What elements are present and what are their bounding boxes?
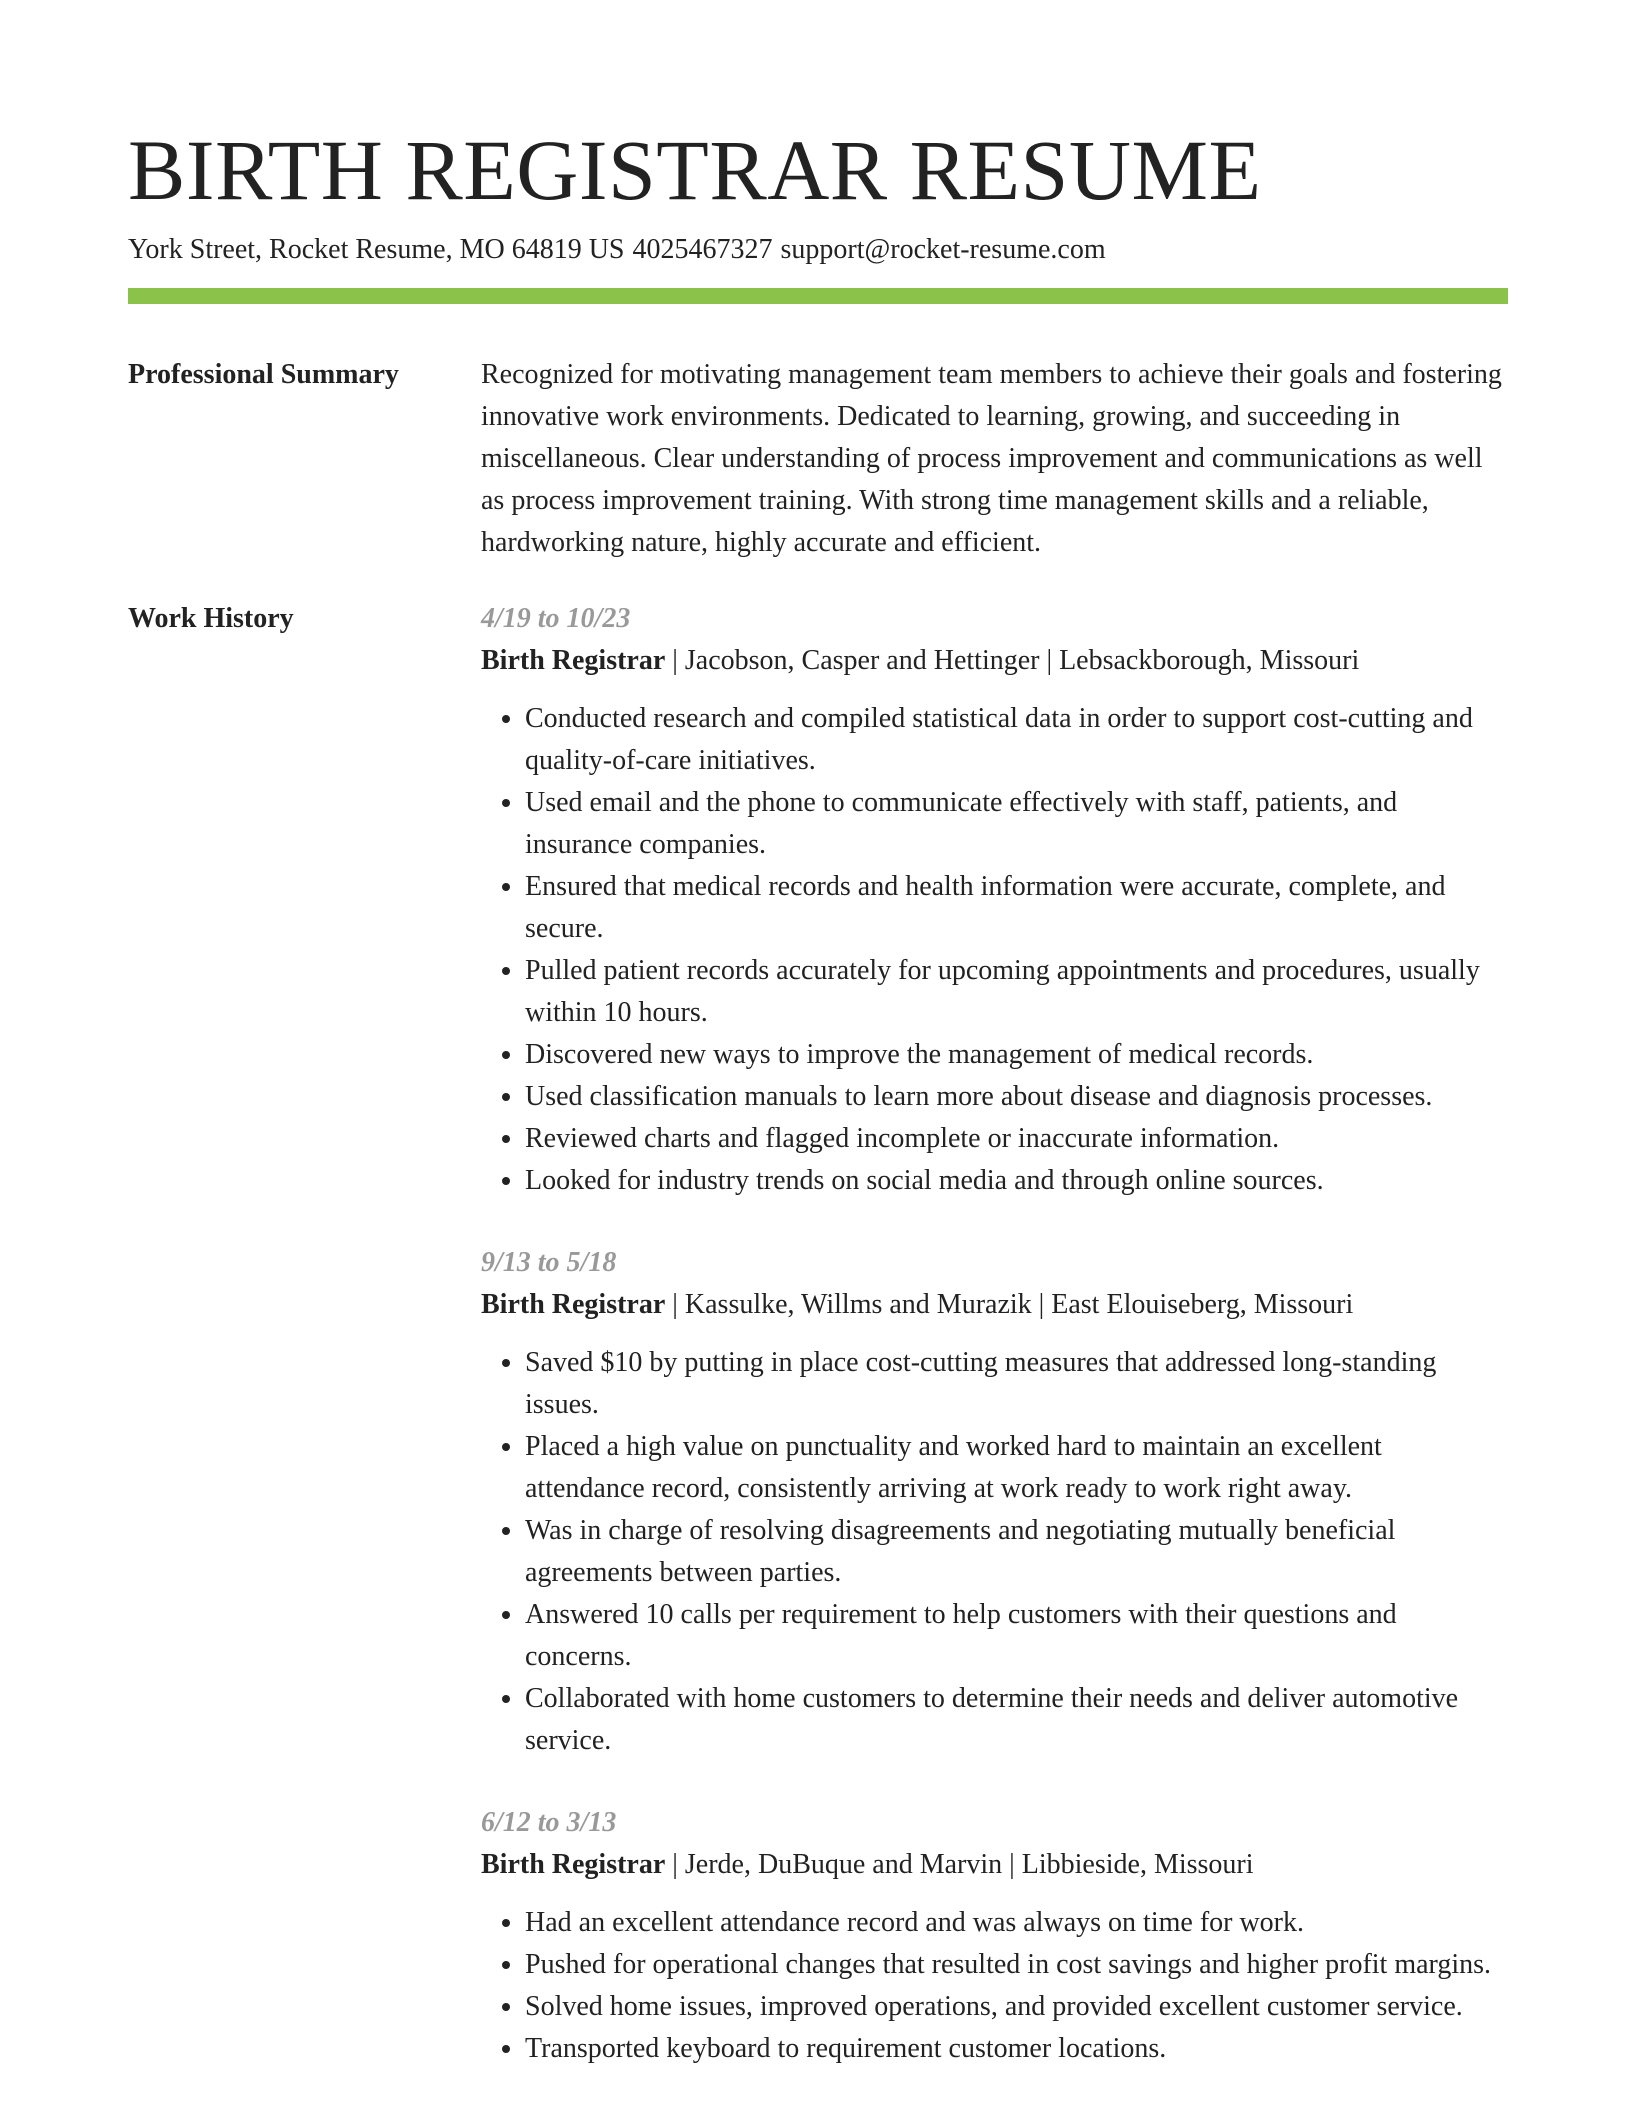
job-bullet: • Answered 10 calls per requirement to help customers with their questions and concerns. [525,1594,1508,1678]
job-details: | Jerde, DuBuque and Marvin | Libbieside, Missouri [665,1849,1254,1880]
professional-summary-section [128,354,1508,564]
job-bullet: • Used classification manuals to learn more about disease and diagnosis processes. [525,1076,1508,1118]
job-bullets [481,698,1508,1202]
summary-body [481,354,1508,564]
job-bullet: • Looked for industry trends on social media and through online sources. [525,1160,1508,1202]
job-title: Birth Registrar [481,1849,666,1880]
section-title-work-history: Work History [128,603,294,634]
job-bullet: • Transported keyboard to requirement customer locations. [525,2028,1508,2070]
job-details: | Kassulke, Willms and Murazik | East Elouiseberg, Missouri [665,1289,1354,1320]
job-bullet: • Reviewed charts and flagged incomplete or inaccurate information. [525,1118,1508,1160]
job-dates: 4/19 to 10/23 [481,603,631,634]
resume-page [128,120,1508,2110]
jobs-list [481,598,1508,2110]
job-bullet: • Placed a high value on punctuality and worked hard to maintain an excellent attendance record, consistently arriving at work ready to work right away. [525,1426,1508,1510]
job-dates: 9/13 to 5/18 [481,1247,617,1278]
job-title: Birth Registrar [481,1289,666,1320]
job-bullet: • Ensured that medical records and health information were accurate, complete, and secure. [525,866,1508,950]
job-dates: 6/12 to 3/13 [481,1807,617,1838]
job-entry [481,598,1508,1202]
contact-address: York Street, Rocket Resume, MO 64819 US [128,234,625,265]
accent-divider [128,288,1508,304]
job-bullet: • Solved home issues, improved operations, and provided excellent customer service. [525,1986,1508,2028]
job-bullet: • Was in charge of resolving disagreements and negotiating mutually beneficial agreements between parties. [525,1510,1508,1594]
job-entry [481,1242,1508,1762]
job-bullets [481,1902,1508,2070]
job-bullet: • Pulled patient records accurately for upcoming appointments and procedures, usually within 10 hours. [525,950,1508,1034]
job-heading [481,640,1508,682]
job-bullet: • Used email and the phone to communicate effectively with staff, patients, and insurance companies. [525,782,1508,866]
contact-email: support@rocket-resume.com [780,234,1106,265]
job-heading [481,1844,1508,1886]
job-bullet: • Saved $10 by putting in place cost-cutting measures that addressed long-standing issues. [525,1342,1508,1426]
job-details: | Jacobson, Casper and Hettinger | Lebsackborough, Missouri [665,645,1360,676]
job-bullet: • Conducted research and compiled statistical data in order to support cost-cutting and quality-of-care initiatives. [525,698,1508,782]
job-heading [481,1284,1508,1326]
job-entry [481,1802,1508,2070]
job-bullet: • Collaborated with home customers to determine their needs and deliver automotive service. [525,1678,1508,1762]
contact-line [128,232,1508,268]
work-history-section [128,598,1508,2110]
section-title-summary: Professional Summary [128,359,399,390]
job-bullet: • Pushed for operational changes that resulted in cost savings and higher profit margins. [525,1944,1508,1986]
resume-title: BIRTH REGISTRAR RESUME [128,122,1262,218]
summary-text: Recognized for motivating management team members to achieve their goals and fostering innovative work environments. Dedicated to learning, growing, and succeeding in miscellaneous. Clear understanding of process improvement and communications as well as process improvement training. With strong time management skills and a reliable, hardworking nature, highly accurate and efficient. [481,359,1502,558]
contact-phone: 4025467327 [632,234,773,265]
job-bullet: • Discovered new ways to improve the management of medical records. [525,1034,1508,1076]
job-bullet: • Had an excellent attendance record and was always on time for work. [525,1902,1508,1944]
job-bullets [481,1342,1508,1762]
job-title: Birth Registrar [481,645,666,676]
